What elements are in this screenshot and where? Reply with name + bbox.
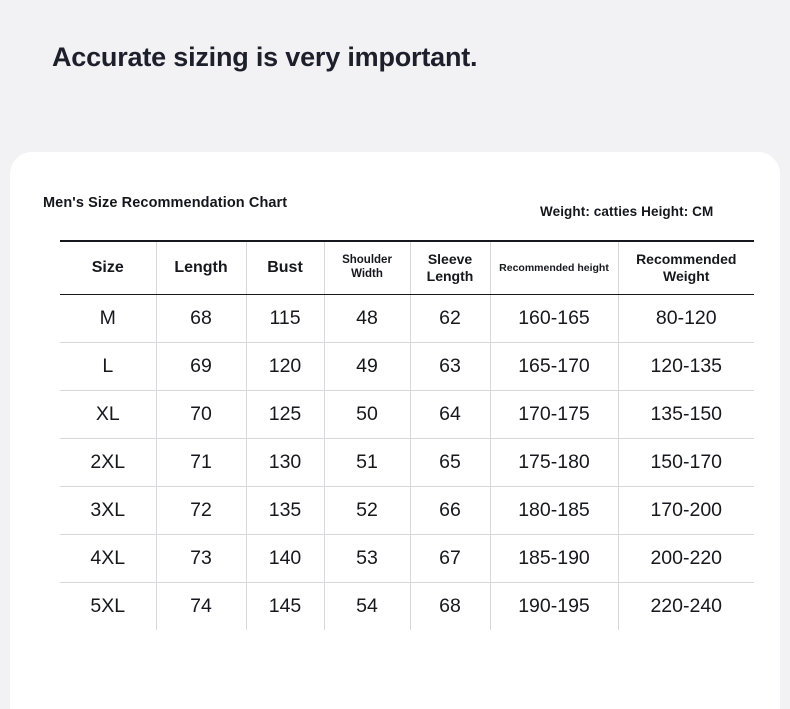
column-header-recommended-weight (618, 241, 754, 295)
cell-recommended-weight: 170-200 (618, 487, 754, 535)
cell-length: 72 (156, 487, 246, 535)
column-header-length: Length (156, 241, 246, 295)
column-header-shoulder-width-line1: Shoulder (342, 254, 392, 267)
cell-bust: 125 (246, 391, 324, 439)
cell-size: M (60, 295, 156, 343)
column-header-recommended-height: Recommended height (490, 241, 618, 295)
cell-bust: 135 (246, 487, 324, 535)
cell-bust: 115 (246, 295, 324, 343)
column-header-sleeve-length (410, 241, 490, 295)
table-header-row (60, 241, 754, 295)
size-chart-card (10, 152, 780, 709)
cell-sleeve-length: 65 (410, 439, 490, 487)
cell-shoulder-width: 54 (324, 583, 410, 631)
table-row (60, 487, 754, 535)
table-row (60, 391, 754, 439)
cell-sleeve-length: 62 (410, 295, 490, 343)
cell-shoulder-width: 53 (324, 535, 410, 583)
cell-length: 73 (156, 535, 246, 583)
cell-bust: 120 (246, 343, 324, 391)
column-header-size: Size (60, 241, 156, 295)
table-row (60, 343, 754, 391)
table-row (60, 295, 754, 343)
cell-length: 69 (156, 343, 246, 391)
chart-units-note: Weight: catties Height: CM (540, 204, 714, 219)
cell-shoulder-width: 51 (324, 439, 410, 487)
column-header-bust: Bust (246, 241, 324, 295)
cell-recommended-height: 170-175 (490, 391, 618, 439)
cell-recommended-height: 165-170 (490, 343, 618, 391)
size-table (60, 240, 754, 630)
table-header (60, 241, 754, 295)
cell-recommended-weight: 150-170 (618, 439, 754, 487)
cell-length: 68 (156, 295, 246, 343)
cell-recommended-weight: 135-150 (618, 391, 754, 439)
cell-size: 4XL (60, 535, 156, 583)
cell-size: L (60, 343, 156, 391)
cell-shoulder-width: 48 (324, 295, 410, 343)
cell-recommended-height: 190-195 (490, 583, 618, 631)
cell-size: 5XL (90, 595, 126, 617)
cell-bust: 130 (246, 439, 324, 487)
column-header-shoulder-width (324, 241, 410, 295)
table-row (60, 583, 754, 631)
cell-length: 70 (156, 391, 246, 439)
cell-size: 3XL (60, 487, 156, 535)
card-header (10, 152, 780, 240)
column-header-sleeve-length-line1: Sleeve (427, 251, 473, 268)
cell-shoulder-width: 50 (324, 391, 410, 439)
cell-shoulder-width: 49 (324, 343, 410, 391)
cell-recommended-height: 175-180 (490, 439, 618, 487)
column-header-sleeve-length-line2: Length (426, 268, 474, 284)
cell-length: 74 (156, 583, 246, 631)
cell-recommended-weight: 80-120 (618, 295, 754, 343)
page-title: Accurate sizing is very important. (52, 42, 478, 72)
cell-length: 71 (156, 439, 246, 487)
cell-sleeve-length: 63 (410, 343, 490, 391)
column-header-shoulder-width-line2: Width (351, 268, 383, 280)
table-body (60, 295, 754, 631)
cell-sleeve-length: 68 (410, 583, 490, 631)
cell-recommended-weight: 200-220 (618, 535, 754, 583)
cell-recommended-weight: 120-135 (618, 343, 754, 391)
column-header-recommended-weight-line1: Recommended (636, 251, 737, 268)
cell-bust: 140 (246, 535, 324, 583)
cell-shoulder-width: 52 (324, 487, 410, 535)
cell-sleeve-length: 67 (410, 535, 490, 583)
cell-size: XL (60, 391, 156, 439)
cell-recommended-height: 160-165 (490, 295, 618, 343)
cell-sleeve-length: 66 (410, 487, 490, 535)
cell-recommended-height: 185-190 (490, 535, 618, 583)
cell-bust: 145 (246, 583, 324, 631)
cell-size: 2XL (60, 439, 156, 487)
table-row (60, 439, 754, 487)
cell-recommended-height: 180-185 (490, 487, 618, 535)
cell-recommended-weight: 220-240 (618, 583, 754, 631)
cell-sleeve-length: 64 (410, 391, 490, 439)
chart-title: Men's Size Recommendation Chart (43, 195, 288, 211)
column-header-recommended-weight-line2: Weight (663, 268, 710, 284)
table-row (60, 535, 754, 583)
